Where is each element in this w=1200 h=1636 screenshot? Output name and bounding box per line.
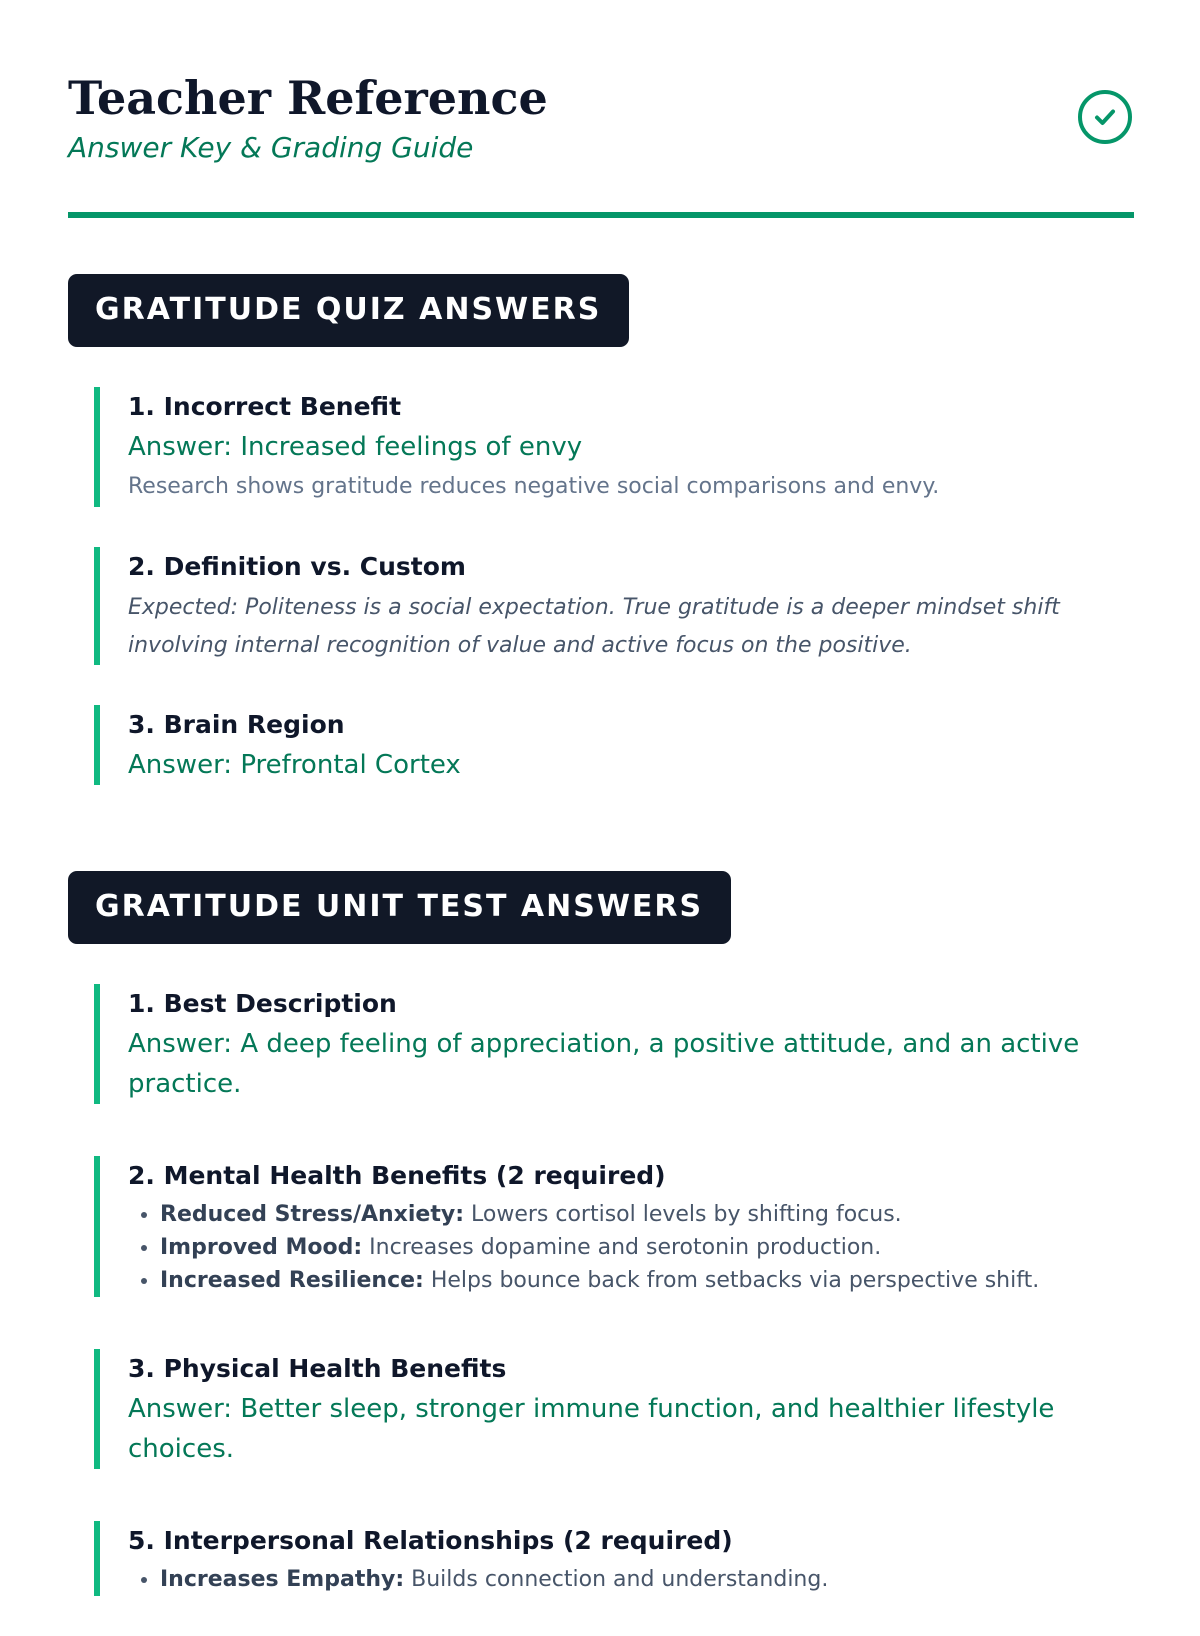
question-title: 3. Physical Health Benefits bbox=[128, 1354, 507, 1383]
answer-text: Answer: Prefrontal Cortex bbox=[128, 750, 461, 780]
answer-item bbox=[94, 705, 1124, 785]
header-divider bbox=[68, 212, 1134, 218]
list-item bbox=[160, 1198, 1124, 1231]
answer-item bbox=[94, 984, 1124, 1104]
question-title: 5. Interpersonal Relationships (2 required) bbox=[128, 1526, 733, 1555]
section-heading-unit-test: GRATITUDE UNIT TEST ANSWERS bbox=[68, 871, 731, 944]
quiz-answers-list bbox=[94, 387, 1124, 825]
answer-key-page bbox=[68, 68, 1134, 1592]
benefit-text: Helps bounce back from setbacks via perspective shift. bbox=[423, 1268, 1040, 1293]
answer-text: Answer: A deep feeling of appreciation, a positive attitude, and an active practice. bbox=[128, 1029, 1080, 1099]
benefit-text: Builds connection and understanding. bbox=[404, 1567, 829, 1592]
benefits-list bbox=[128, 1563, 1124, 1596]
list-item bbox=[160, 1563, 1124, 1596]
benefit-text: Increases dopamine and serotonin production. bbox=[362, 1235, 882, 1260]
question-title: 1. Incorrect Benefit bbox=[128, 392, 402, 421]
benefit-term: Improved Mood: bbox=[160, 1235, 363, 1260]
benefits-list bbox=[128, 1198, 1124, 1297]
benefit-text: Lowers cortisol levels by shifting focus. bbox=[464, 1202, 902, 1227]
page-header bbox=[68, 68, 1134, 218]
benefit-term: Increased Resilience: bbox=[160, 1268, 424, 1293]
answer-item bbox=[94, 547, 1124, 665]
expected-answer: Expected: Politeness is a social expectation. True gratitude is a deeper mindset shift involving internal recognition of value and active focus on the positive. bbox=[128, 595, 1060, 658]
question-title: 3. Brain Region bbox=[128, 710, 345, 739]
answer-item bbox=[94, 387, 1124, 507]
page-title: Teacher Reference bbox=[68, 71, 548, 125]
page-subtitle: Answer Key & Grading Guide bbox=[68, 131, 474, 164]
question-title: 2. Definition vs. Custom bbox=[128, 552, 466, 581]
answer-text: Answer: Increased feelings of envy bbox=[128, 432, 583, 462]
benefit-term: Increases Empathy: bbox=[160, 1567, 405, 1592]
answer-text: Answer: Better sleep, stronger immune function, and healthier lifestyle choices. bbox=[128, 1394, 1055, 1464]
unit-test-answers-list bbox=[94, 984, 1124, 1636]
section-heading-quiz: GRATITUDE QUIZ ANSWERS bbox=[68, 274, 629, 347]
answer-note: Research shows gratitude reduces negative social comparisons and envy. bbox=[128, 474, 940, 499]
list-item bbox=[160, 1231, 1124, 1264]
answer-item bbox=[94, 1349, 1124, 1469]
question-title: 2. Mental Health Benefits (2 required) bbox=[128, 1161, 666, 1190]
answer-item bbox=[94, 1521, 1124, 1596]
benefit-term: Reduced Stress/Anxiety: bbox=[160, 1202, 464, 1227]
answer-item bbox=[94, 1156, 1124, 1297]
list-item bbox=[160, 1264, 1124, 1297]
question-title: 1. Best Description bbox=[128, 989, 397, 1018]
check-circle-icon bbox=[1078, 90, 1132, 144]
